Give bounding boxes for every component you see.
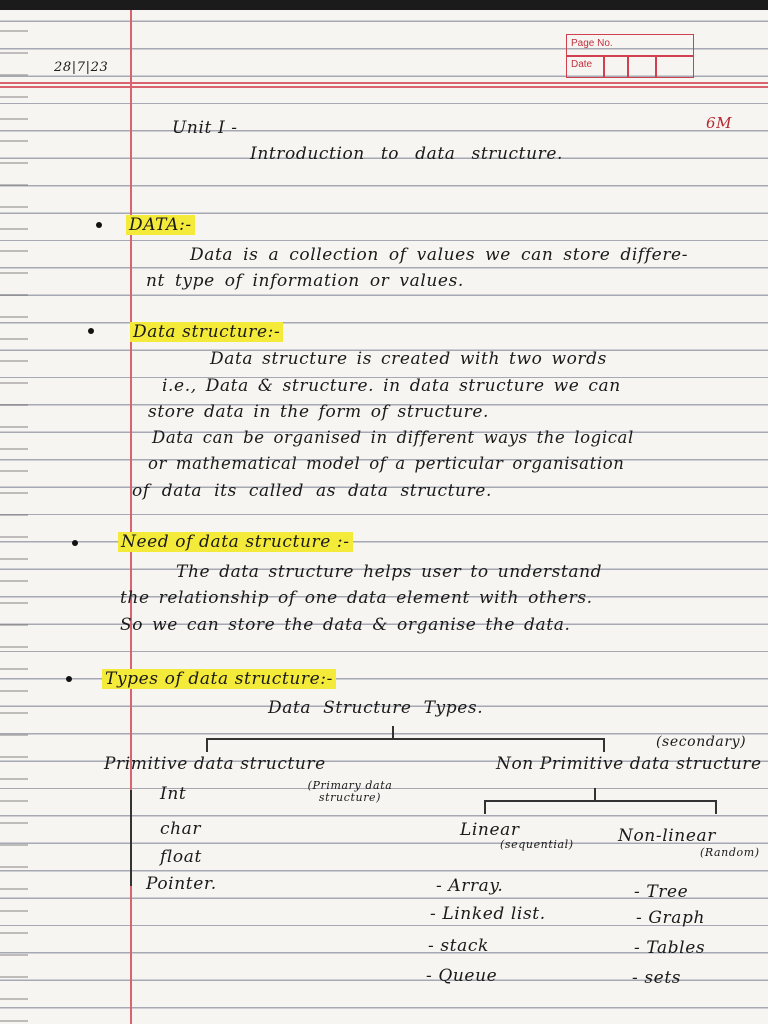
non-linear-item: - Tree <box>634 882 689 902</box>
data-heading: DATA:- <box>126 215 195 235</box>
page-title: Introduction to data structure. <box>250 144 564 164</box>
branch-connector <box>484 800 486 814</box>
page-number-box <box>566 34 694 78</box>
need-heading: Need of data structure :- <box>118 532 353 552</box>
need-line-1: The data structure helps user to understand <box>176 562 603 582</box>
branch-connector <box>715 800 717 814</box>
bullet <box>72 540 78 546</box>
notebook-page <box>0 10 768 1024</box>
top-margin-line-2 <box>0 86 768 88</box>
non-linear-item: - sets <box>632 968 682 988</box>
bullet <box>96 222 102 228</box>
page-no-label: Page No. <box>571 38 613 49</box>
data-line-1: Data is a collection of values we can store differe- <box>190 245 689 265</box>
types-heading: Types of data structure:- <box>102 669 336 689</box>
linear-note: (sequential) <box>500 838 574 851</box>
ds-line-4: Data can be organised in different ways the logical <box>152 428 634 447</box>
data-structure-heading: Data structure:- <box>130 322 283 342</box>
need-line-3: So we can store the data & organise the data. <box>120 615 571 635</box>
non-linear-item: - Graph <box>636 908 706 928</box>
spiral-binding <box>0 10 28 1024</box>
primitive-item: char <box>160 819 202 839</box>
ds-line-5: or mathematical model of a perticular organisation <box>148 454 625 473</box>
non-linear-note: (Random) <box>700 846 760 859</box>
branch-connector <box>392 726 394 738</box>
bullet <box>66 676 72 682</box>
primitive-note: (Primary data structure) <box>307 779 393 804</box>
linear-item: - Array. <box>436 876 504 896</box>
ds-line-2: i.e., Data & structure. in data structure we can <box>162 376 621 396</box>
primitive-item: Pointer. <box>146 874 217 894</box>
secondary-note: (secondary) <box>656 734 747 750</box>
data-line-2: nt type of information or values. <box>146 271 464 291</box>
ds-line-6: of data its called as data structure. <box>132 481 492 501</box>
branch-connector <box>484 800 716 802</box>
ds-line-3: store data in the form of structure. <box>148 402 490 422</box>
linear-item: - stack <box>428 936 489 956</box>
primitive-label: Primitive data structure <box>104 754 326 774</box>
marks-label: 6M <box>706 114 733 132</box>
ds-line-1: Data structure is created with two words <box>210 349 607 369</box>
primitive-item: float <box>160 847 202 867</box>
linear-item: - Queue <box>426 966 498 986</box>
branch-connector <box>594 788 596 800</box>
bullet <box>88 328 94 334</box>
branch-connector <box>206 738 604 740</box>
date-label: Date <box>571 59 593 70</box>
diagram-title: Data Structure Types. <box>268 698 484 718</box>
primitive-item: Int <box>160 784 187 804</box>
top-margin-line <box>0 82 768 84</box>
non-primitive-label: Non Primitive data structure <box>496 754 762 774</box>
linear-label: Linear <box>460 820 520 840</box>
branch-connector <box>603 738 605 752</box>
need-line-2: the relationship of one data element with others. <box>120 588 593 608</box>
non-linear-item: - Tables <box>634 938 706 958</box>
page-date: 28|7|23 <box>54 60 109 75</box>
non-linear-label: Non-linear <box>618 826 716 846</box>
linear-item: - Linked list. <box>430 904 546 924</box>
unit-label: Unit I - <box>172 118 238 138</box>
branch-connector <box>206 738 208 752</box>
primitive-list-connector <box>130 790 132 886</box>
